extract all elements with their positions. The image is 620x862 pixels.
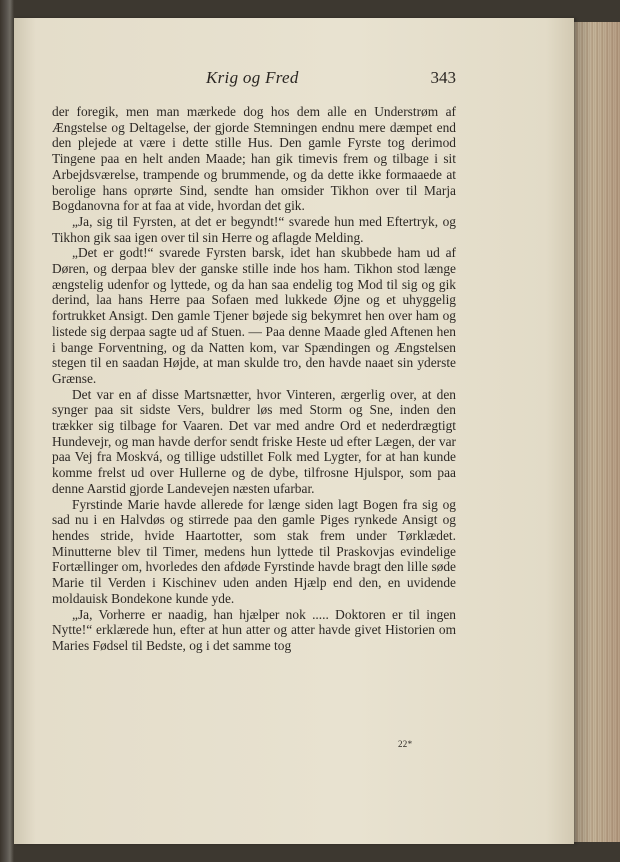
running-title: Krig og Fred [206,68,299,87]
paragraph: „Det er godt!“ svarede Fyrsten barsk, idet han skubbede ham ud af Døren, og derpaa blev der ganske stille inde hos ham. Tikhon stod længe ængstelig udenfor og lyttede, og da han saa endelig tog Mod til sig og gik derind, laa hans Herre paa Sofaen med lukkede Øjne og et uhyggelig fortrukket Ansigt. Den gamle Tjener bøjede sig bekymret hen over ham og listede sig derpaa sagte ud af Stuen. — Paa denne Maade gled Aftenen hen i bange Forventning, og da Natten kom, var Spændingen og Ængstelsen stegen til en saadan Højde, at man skulde tro, den havde naaet sin yderste Grænse. [52,245,456,386]
paragraph: der foregik, men man mærkede dog hos dem alle en Understrøm af Ængstelse og Deltagelse, der gjorde Stemningen endnu mere dæmpet end den plejede at være i dette stille Hus. Den gamle Fyrste tog derimod Tingene paa en helt anden Maade; han gik timevis frem og tilbage i sit Arbejdsværelse, trampende og brummende, og da dette ikke formaaede at berolige hans oprørte Sind, sendte han omsider Tikhon over til Marja Bogdanovna for at faa at vide, hvordan det gik. [52,104,456,214]
paragraph: Det var en af disse Martsnætter, hvor Vinteren, ærgerlig over, at den synger paa sit sidste Vers, buldrer løs med Storm og Sne, inden den trækker sig tilbage for Vaaren. Det var med andre Ord et nederdrægtigt Hundevejr, og man havde derfor sendt friske Heste ud efter Lægen, der var paa Vej fra Moskvá, og tillige udstillet Folk med Lygter, for at han kunde komme frelst ud over Hullerne og de dybe, tilfrosne Hjulspor, som paa denne Aarstid gjorde Landevejen næsten ufarbar. [52,386,456,496]
paragraph: „Ja, Vorherre er naadig, han hjælper nok ..... Doktoren er til ingen Nytte!“ erklærede hun, efter at hun atter og atter havde givet Historien om Maries Fødsel til Bedste, og i det samme tog [52,606,456,653]
paragraph: „Ja, sig til Fyrsten, at det er begyndt!“ svarede hun med Eftertryk, og Tikhon gik saa igen over til sin Herre og aflagde Melding. [52,213,456,245]
body-text [52,104,456,654]
page-number: 343 [430,68,456,87]
page-header [52,68,456,94]
paragraph: Fyrstinde Marie havde allerede for længe siden lagt Bogen fra sig og sad nu i en Halvdøs og stirrede paa den gamle Piges rynkede Ansigt og hendes stride, hvide Haartotter, som stak frem under Tørklædet. Minutterne blev til Timer, medens hun lyttede til Praskovjas evindelige Fortællinger om, hvorledes den afdøde Fyrstinde havde bragt den lille søde Marie til Verden i Kischinev uden anden Hjælp end den, en uvidende moldauisk Bondekone kunde yde. [52,496,456,606]
book-page-edges [574,22,620,842]
signature-mark: 22* [398,739,413,749]
